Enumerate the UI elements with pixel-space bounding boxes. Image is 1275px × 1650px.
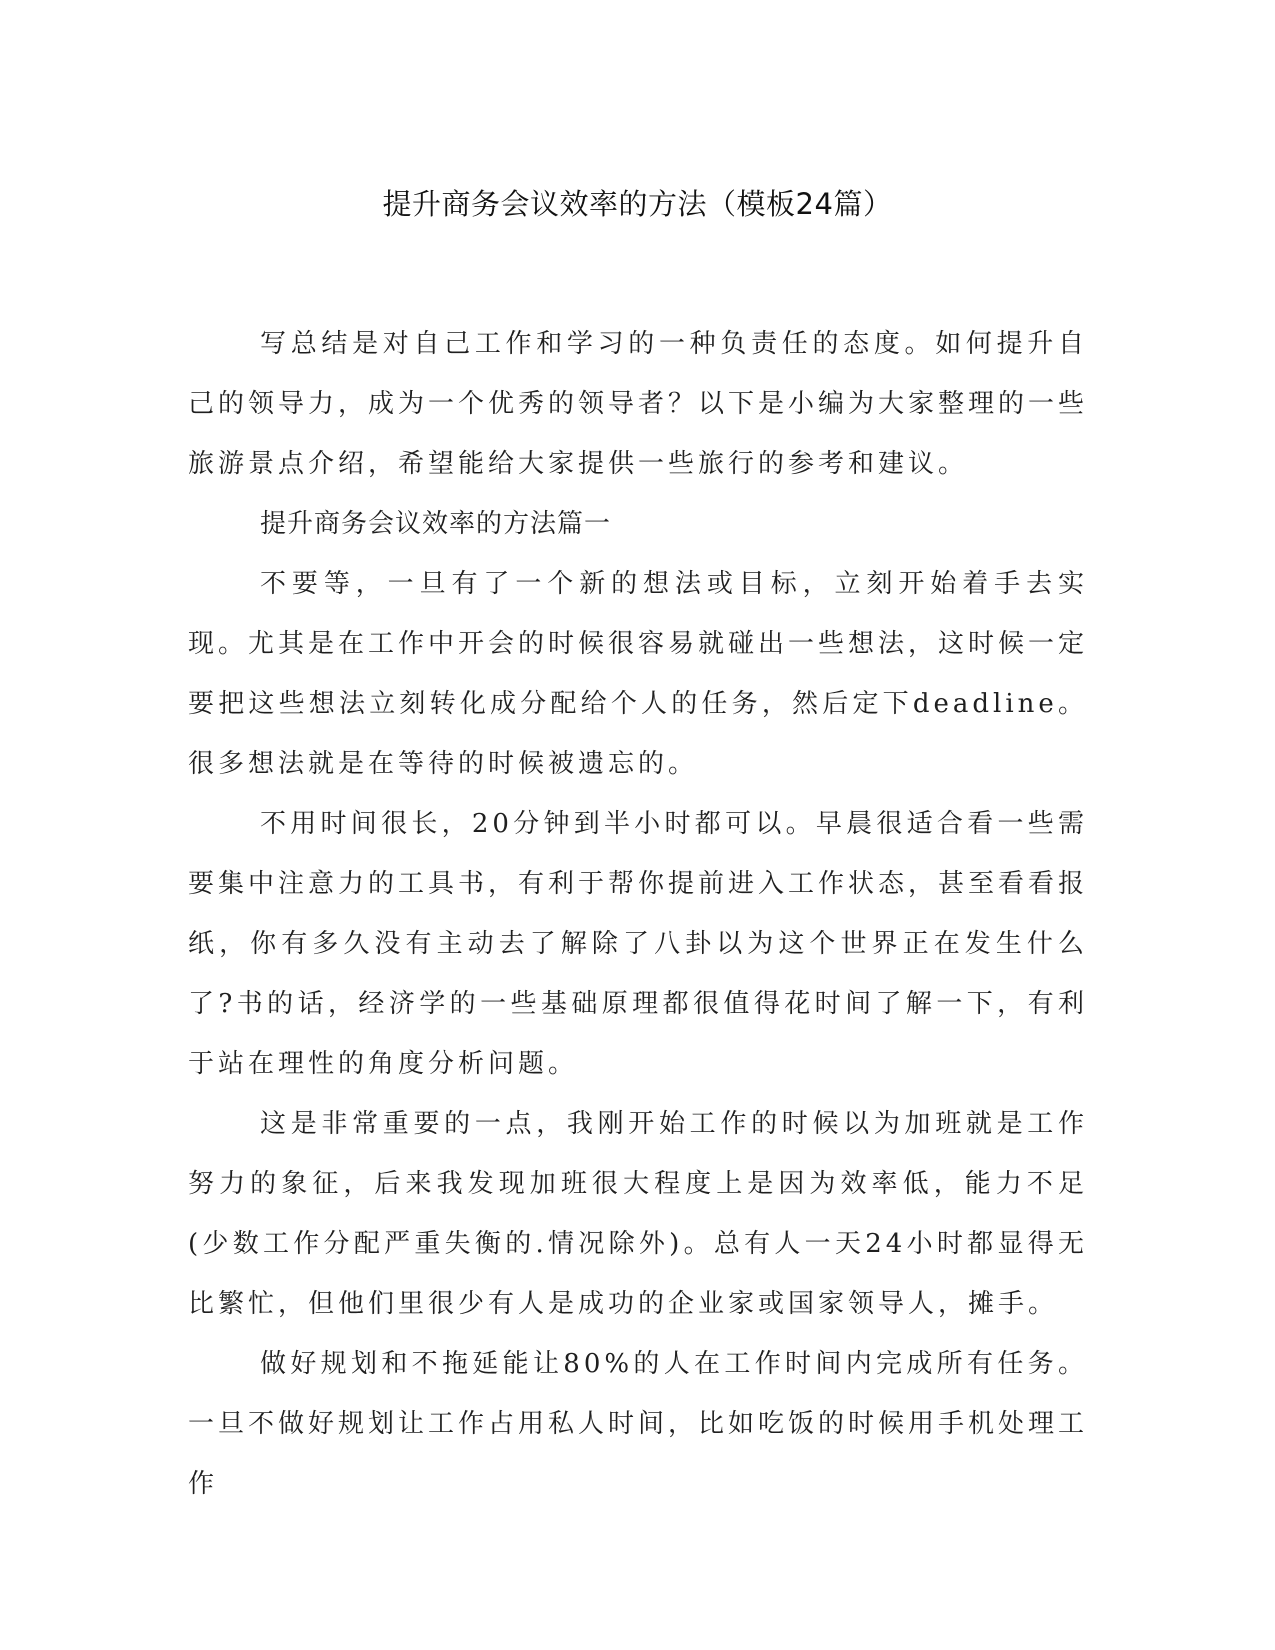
paragraph-planning: 做好规划和不拖延能让80%的人在工作时间内完成所有任务。一旦不做好规划让工作占用私人时间，比如吃饭的时候用手机处理工作: [188, 1349, 1089, 1499]
paragraph-overtime: 这是非常重要的一点，我刚开始工作的时候以为加班就是工作努力的象征，后来我发现加班很大程度上是因为效率低，能力不足(少数工作分配严重失衡的.情况除外)。总有人一天24小时都显得无比繁忙，但他们里很少有人是成功的企业家或国家领导人，摊手。: [188, 1109, 1088, 1319]
document-title: 提升商务会议效率的方法（模板24篇）: [382, 187, 893, 221]
paragraph-dont-wait: 不要等，一旦有了一个新的想法或目标，立刻开始着手去实现。尤其是在工作中开会的时候很容易就碰出一些想法，这时候一定要把这些想法立刻转化成分配给个人的任务，然后定下deadline。很多想法就是在等待的时候被遗忘的。: [188, 569, 1089, 779]
document-body: [188, 314, 1088, 1514]
section-heading: 提升商务会议效率的方法篇一: [260, 509, 612, 539]
paragraph-morning-reading: 不用时间很长，20分钟到半小时都可以。早晨很适合看一些需要集中注意力的工具书，有利于帮你提前进入工作状态，甚至看看报纸，你有多久没有主动去了解除了八卦以为这个世界正在发生什么了?书的话，经济学的一些基础原理都很值得花时间了解一下，有利于站在理性的角度分析问题。: [188, 809, 1089, 1079]
paragraph-intro: 写总结是对自己工作和学习的一种负责任的态度。如何提升自己的领导力，成为一个优秀的领导者？以下是小编为大家整理的一些旅游景点介绍，希望能给大家提供一些旅行的参考和建议。: [188, 329, 1089, 479]
